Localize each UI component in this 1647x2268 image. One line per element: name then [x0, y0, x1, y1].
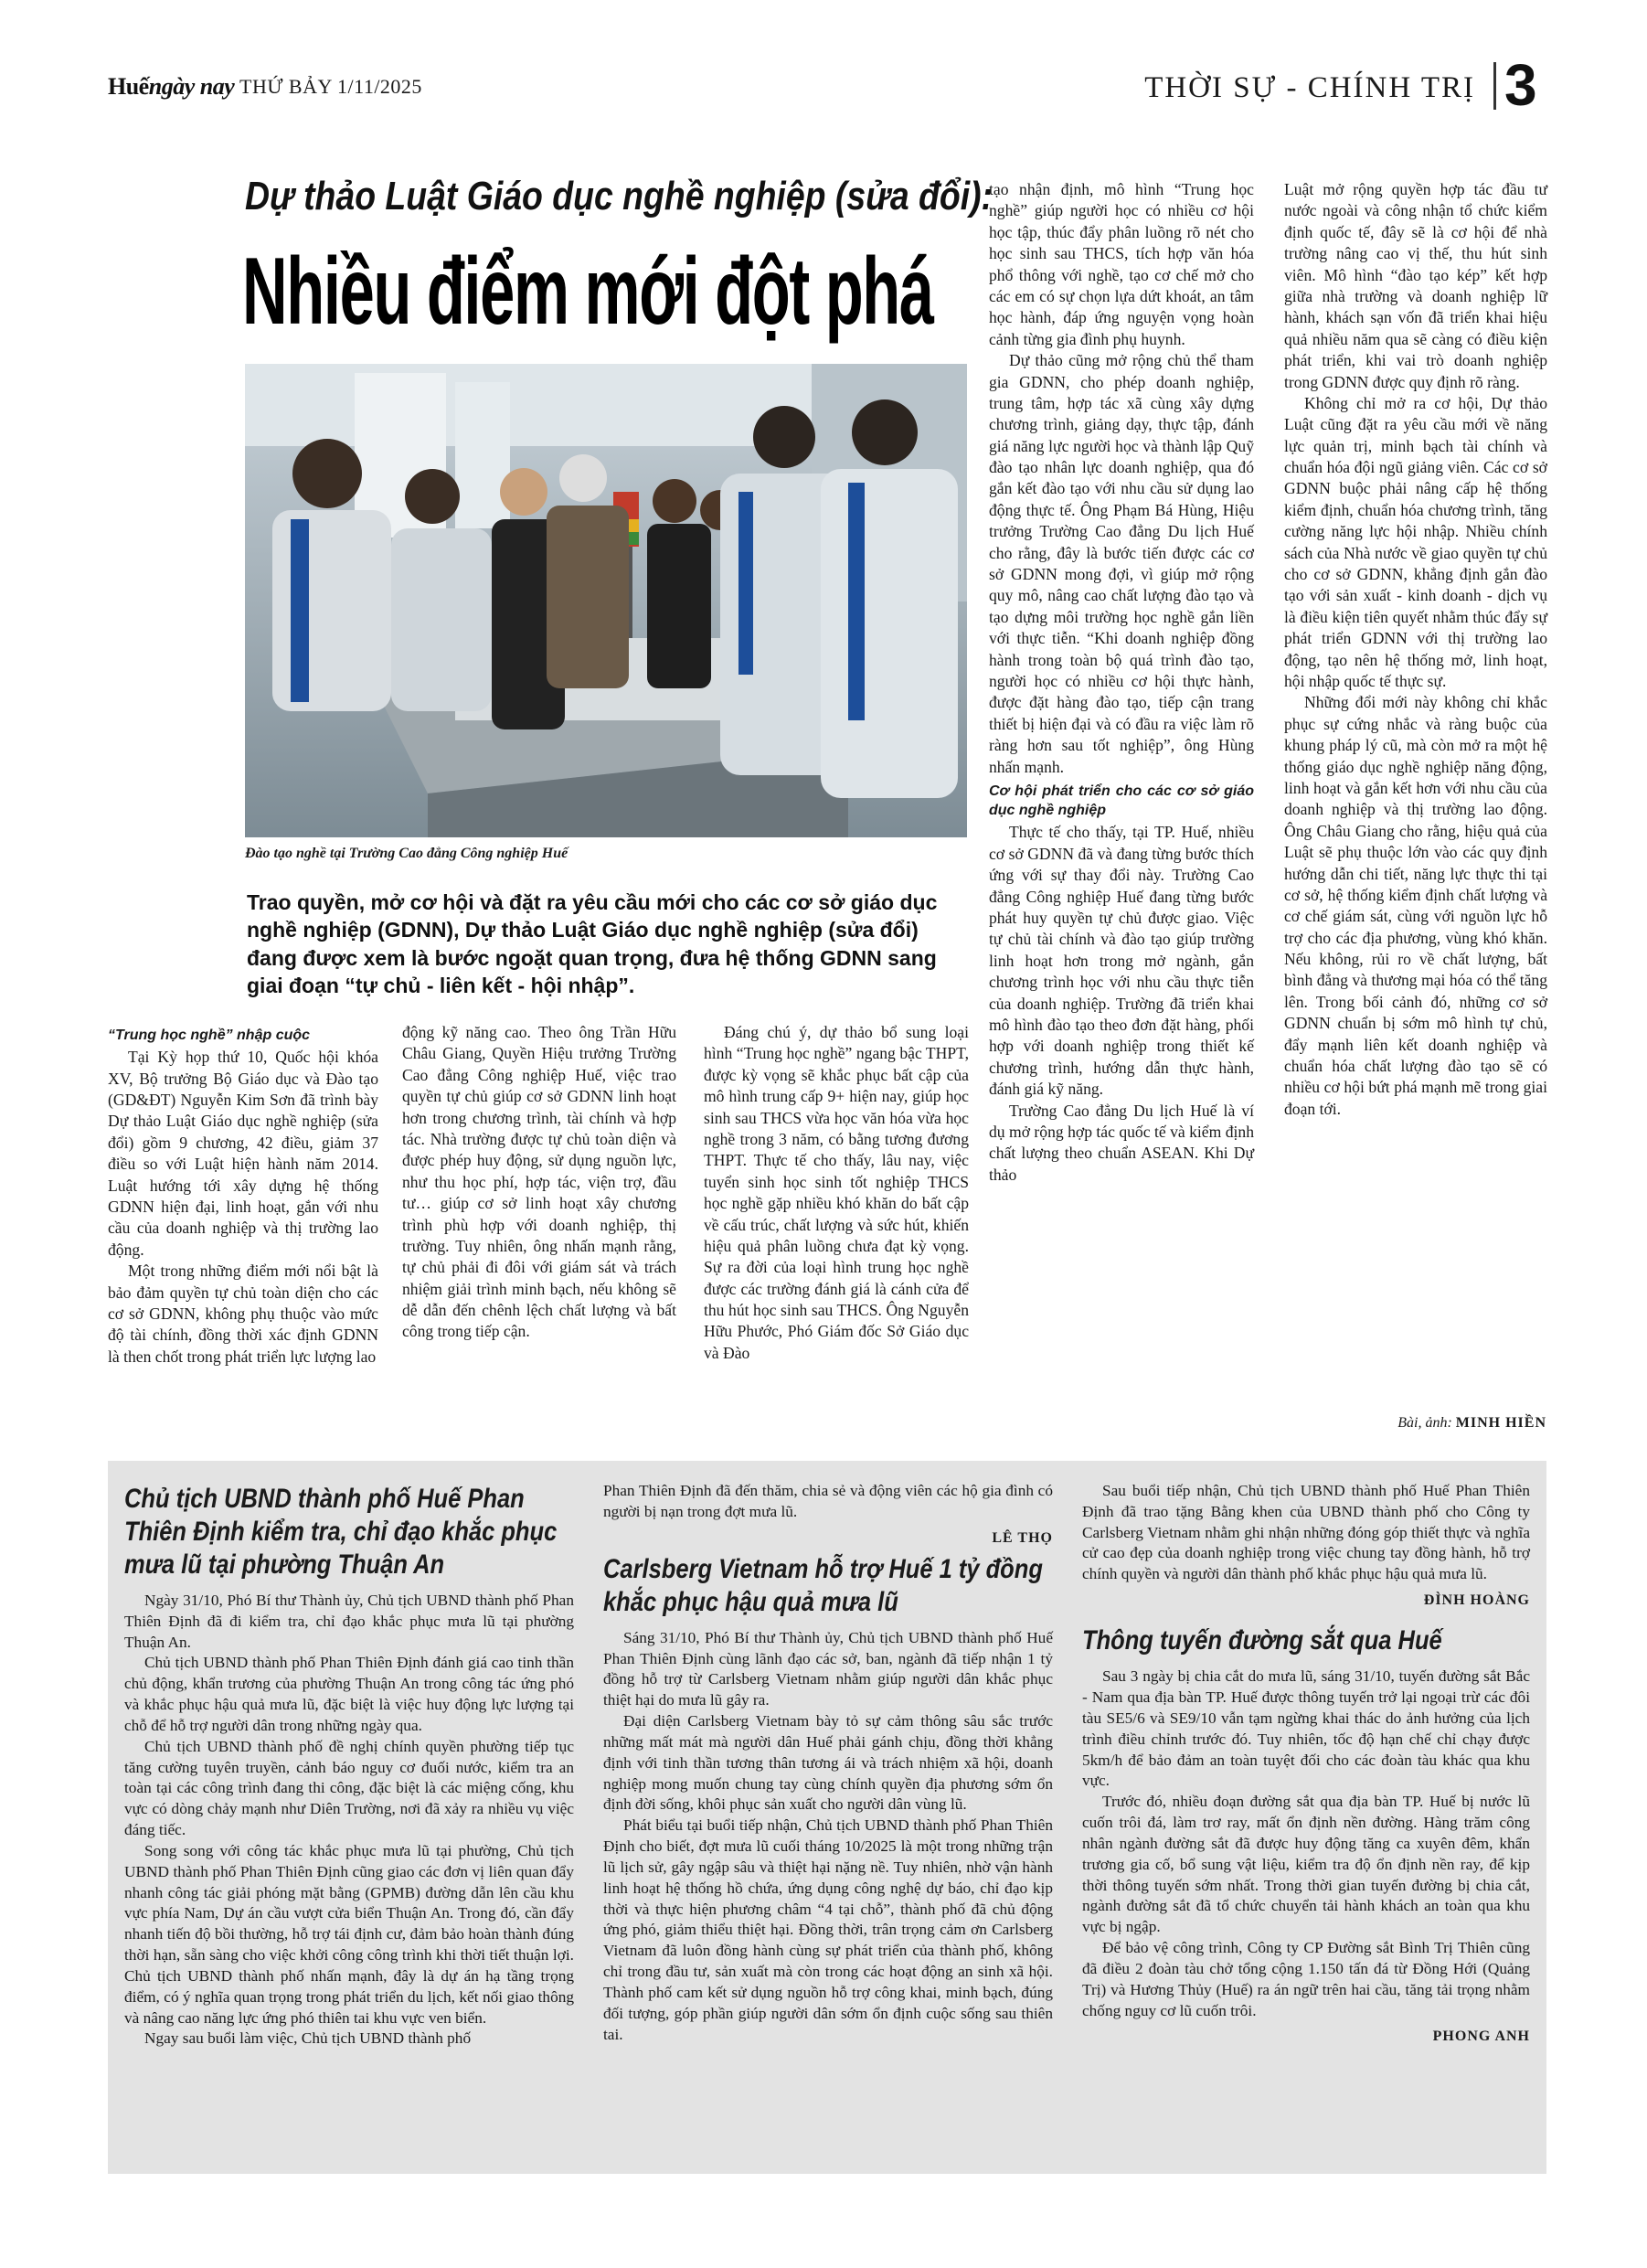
article-byline: Bài, ảnh: MINH HIỀN: [1397, 1415, 1546, 1431]
paragraph: Ngày 31/10, Phó Bí thư Thành ủy, Chủ tịch UBND thành phố Phan Thiên Định đã đi kiểm tra, chỉ đạo khắc phục mưa lũ tại phường Thuận An.: [124, 1592, 574, 1651]
paragraph: Chủ tịch UBND thành phố đề nghị chính quyền phường tiếp tục tăng cường tuyên truyền, cảnh báo nguy cơ đuối nước, kiểm tra an toàn tại các công trình đang thi công, đặc biệt là các miệng cống, khu vực có dòng chảy mạnh như Diên Trường, nơi đã xảy ra nhiều vụ việc đáng tiếc.: [124, 1737, 574, 1839]
paragraph: động kỹ năng cao. Theo ông Trần Hữu Châu Giang, Quyền Hiệu trưởng Trường Cao đẳng Công nghiệp Huế, việc trao quyền tự chủ giúp cơ sở GDNN linh hoạt hơn trong chương trình, tài chính và hợp tác. Nhà trường được tự chủ toàn diện và được phép huy động, sử dụng nguồn lực, như thu học phí, hợp tác, viện trợ, đầu tư… giúp cơ sở linh hoạt xây chương trình phù hợp với doanh nghiệp, thị trường. Tuy nhiên, ông nhấn mạnh rằng, tự chủ phải đi đôi với giám sát và trách nhiệm giải trình minh bạch, nếu không sẽ dễ dẫn đến chênh lệch chất lượng và bất công trong tiếp cận.: [402, 1023, 676, 1341]
page-number: 3: [1504, 52, 1537, 118]
article-photo: [245, 364, 967, 837]
paragraph: Thực tế cho thấy, tại TP. Huế, nhiều cơ sở GDNN đã và đang từng bước thích ứng với sự thay đổi này. Trường Cao đẳng Công nghiệp Huế đang từng bước phát huy quyền tự chủ được giao. Việc tự chủ tài chính và đào tạo giúp trường linh hoạt hơn trong mở ngành, gắn chương trình học với nhu cầu thực tiễn của doanh nghiệp. Trường đã triển khai mô hình đào tạo theo đơn đặt hàng, phối hợp với doanh nghiệp trong thiết kế chương trình, hướng dẫn thực hành, đánh giá kỹ năng.: [989, 823, 1254, 1099]
brief-3: [1082, 1481, 1530, 2051]
paragraph: Sau buổi tiếp nhận, Chủ tịch UBND thành phố Huế Phan Thiên Định đã trao tặng Bằng khen của UBND thành phố cho Công ty Carlsberg Vietnam nhằm ghi nhận những đóng góp thiết thực và nghĩa cử cao đẹp của doanh nghiệp trong việc chung tay đồng hành, hỗ trợ chính quyền và người dân thành phố khắc phục hậu quả mưa lũ.: [1082, 1482, 1530, 1583]
paragraph: Sáng 31/10, Phó Bí thư Thành ủy, Chủ tịch UBND thành phố Huế Phan Thiên Định cùng lãnh đạo các sở, ban, ngành đã tiếp nhận 1 tỷ đồng hỗ trợ từ Carlsberg Vietnam nhằm giúp người dân khắc phục thiệt hại do mưa lũ gây ra.: [603, 1628, 1053, 1709]
paragraph: Dự thảo cũng mở rộng chủ thể tham gia GDNN, cho phép doanh nghiệp, trung tâm, hợp tác xã cùng xây dựng chương trình, giảng dạy, thực tập, đánh giá năng lực người học và thành lập Quỹ đào tạo nhân lực doanh nghiệp, qua đó gắn kết đào tạo với nhu cầu sử dụng lao động thực tế. Ông Phạm Bá Hùng, Hiệu trưởng Trường Cao đẳng Du lịch Huế cho rằng, đây là bước tiến được các cơ sở GDNN mong đợi, vì giúp mở rộng quy mô, nâng cao chất lượng đào tạo và tạo dựng môi trường học nghề gắn liền với thực tiễn. “Khi doanh nghiệp đồng hành trong toàn bộ quá trình đào tạo, người học có nhiều cơ hội thực hành, được đặt hàng đào tạo, tiếp cận trang thiết bị hiện đại và có đầu ra việc làm rõ ràng hơn sau tốt nghiệp”, ông Hùng nhấn mạnh.: [989, 351, 1254, 776]
subheading: “Trung học nghề” nhập cuộc: [108, 1028, 311, 1043]
issue-date: THỨ BẢY 1/11/2025: [239, 75, 422, 98]
article-kicker: Dự thảo Luật Giáo dục nghề nghiệp (sửa đổi):: [245, 174, 994, 218]
photo-caption: Đào tạo nghề tại Trường Cao đẳng Công nghiệp Huế: [245, 846, 568, 861]
article-headline: Nhiều điểm mới đột phá: [242, 239, 933, 345]
brief-author: ĐÌNH HOÀNG: [1423, 1592, 1530, 1609]
paragraph: Sau 3 ngày bị chia cắt do mưa lũ, sáng 31/10, tuyến đường sắt Bắc - Nam qua địa bàn TP. Huế được thông tuyến trở lại ngoại trừ các đôi tàu SE5/6 và SE9/10 vẫn tạm ngừng khai thác do ảnh hưởng của lịch trình điều chỉnh trước đó. Tuy nhiên, tốc độ hạn chế chỉ chạy được 5km/h để bảo đảm an toàn tuyệt đối cho các đoàn tàu khác qua khu vực.: [1082, 1667, 1530, 1790]
brief-1: [124, 1483, 574, 2050]
article-lead: Trao quyền, mở cơ hội và đặt ra yêu cầu mới cho các cơ sở giáo dục nghề nghiệp (GDNN), Dự thảo Luật Giáo dục nghề nghiệp (sửa đổi) đang được xem là bước ngoặt quan trọng, đưa hệ thống GDNN sang giai đoạn “tự chủ - liên kết - hội nhập”.: [247, 890, 938, 998]
paragraph: Để bảo vệ công trình, Công ty CP Đường sắt Bình Trị Thiên cũng đã điều 2 đoàn tàu chở tổng cộng 1.150 tấn đá từ Đồng Hới (Quảng Trị) và Hương Thủy (Huế) ra án ngữ trên hai cầu, tăng tải trọng nhằm chống nguy cơ lũ cuốn trôi.: [1082, 1939, 1530, 2019]
paragraph: Một trong những điểm mới nổi bật là bảo đảm quyền tự chủ toàn diện cho các cơ sở GDNN, không phụ thuộc vào mức độ tài chính, đồng thời xác định GDNN là then chốt trong phát triển lực lượng lao: [108, 1262, 378, 1366]
article-column-5: [1284, 179, 1547, 1120]
paragraph: tạo nhận định, mô hình “Trung học nghề” giúp người học có nhiều cơ hội học tập, thúc đẩy phân luồng rõ nét cho học sinh sau THCS, tích hợp văn hóa phổ thông với nghề, tạo cơ chế mở cho các em có sự chọn lựa dứt khoát, an tâm học hành, đáp ứng nguyện vọng hoàn cảnh từng gia đình phụ huynh.: [989, 180, 1254, 348]
classroom-photo-illustration: [245, 364, 967, 837]
paragraph: Chủ tịch UBND thành phố Phan Thiên Định đánh giá cao tinh thần chủ động, khẩn trương của phường Thuận An trong công tác ứng phó và khắc phục hậu quả mưa lũ, đặc biệt là việc huy động lực lượng tại chỗ để hỗ trợ người dân trong những ngày qua.: [124, 1654, 574, 1734]
paragraph: Ngay sau buổi làm việc, Chủ tịch UBND thành phố: [144, 2029, 472, 2048]
subheading: Cơ hội phát triển cho các cơ sở giáo dục nghề nghiệp: [989, 783, 1254, 819]
paragraph: Phát biểu tại buổi tiếp nhận, Chủ tịch UBND thành phố Phan Thiên Định cho biết, đợt mưa lũ cuối tháng 10/2025 là một trong những trận lũ lịch sử, gây ngập sâu và thiệt hại nặng nề. Tuy nhiên, nhờ vận hành linh hoạt hệ thống hồ chứa, ứng dụng công nghệ dự báo, chỉ đạo kịp thời và thực hiện phương châm “4 tại chỗ”, thành phố đã chủ động ứng phó, giảm thiểu thiệt hại. Đồng thời, trân trọng cảm ơn Carlsberg Vietnam đã luôn đồng hành cùng sự phát triển của thành phố, không chỉ trong đầu tư, sản xuất mà còn trong các hoạt động an sinh xã hội. Thành phố cam kết sử dụng nguồn hỗ trợ công khai, minh bạch, đúng đối tượng, góp phần giúp người dân sớm ổn định cuộc sống sau thiên tai.: [603, 1816, 1053, 2043]
brief-2: [603, 1481, 1053, 2045]
article-column-2: [402, 1022, 676, 1343]
brief-author: PHONG ANH: [1432, 2028, 1530, 2045]
brief-title: Thông tuyến đường sắt qua Huế: [1082, 1625, 1442, 1656]
paragraph: Những đổi mới này không chỉ khắc phục sự cứng nhắc và ràng buộc của khung pháp lý cũ, mà còn mở ra một hệ thống giáo dục nghề nghiệp năng động, linh hoạt và gắn kết hơn với nhu cầu của doanh nghiệp và thị trường lao động. Ông Châu Giang cho rằng, hiệu quả của Luật sẽ phụ thuộc lớn vào các quy định hướng dẫn chi tiết, năng lực thực thi tại cơ sở, hệ thống kiểm định chất lượng và cơ chế giám sát, cùng với nguồn lực hỗ trợ cho các địa phương, vùng khó khăn. Nếu không, rủi ro về chất lượng, bất bình đẳng và thương mại hóa có thể tăng lên. Trong bối cảnh đó, những cơ sở GDNN chuẩn bị sớm mô hình tự chủ, đẩy mạnh liên kết doanh nghiệp và chuẩn hóa chất lượng đào tạo sẽ có nhiều cơ hội bứt phá mạnh mẽ trong giai đoạn tới.: [1284, 693, 1547, 1118]
paragraph: Trường Cao đẳng Du lịch Huế là ví dụ mở rộng hợp tác quốc tế và kiểm định chất lượng theo chuẩn ASEAN. Khi Dự thảo: [989, 1101, 1254, 1184]
newspaper-logo: Huếngày nay: [108, 73, 235, 100]
section-title: THỜI SỰ - CHÍNH TRỊ: [1144, 71, 1475, 104]
paragraph: Tại Kỳ họp thứ 10, Quốc hội khóa XV, Bộ trưởng Bộ Giáo dục và Đào tạo (GD&ĐT) Nguyễn Kim Sơn đã trình bày Dự thảo Luật Giáo dục nghề nghiệp (sửa đổi) gồm 9 chương, 42 điều, giảm 37 điều so với Luật hiện hành năm 2014. Luật hướng tới xây dựng hệ thống GDNN hiện đại, linh hoạt, gắn với nhu cầu của doanh nghiệp và thị trường lao động.: [108, 1048, 378, 1259]
paragraph: Song song với công tác khắc phục mưa lũ tại phường, Chủ tịch UBND thành phố Phan Thiên Định cũng giao các đơn vị liên quan đẩy nhanh công tác giải phóng mặt bằng (GPMB) đường dẫn lên cầu khu vực phía Nam, Dự án cầu vượt cửa biển Thuận An. Trong đó, cần đẩy nhanh tiến độ bồi thường, hỗ trợ tái định cư, đảm bảo hoàn thành đúng thời hạn, sẵn sàng cho việc khởi công công trình khi thời tiết thuận lợi. Chủ tịch UBND thành phố nhấn mạnh, đây là dự án hạ tầng trọng điểm, có ý nghĩa quan trọng trong phát triển du lịch, kết nối giao thông và nâng cao năng lực ứng phó thiên tai khu vực ven biển.: [124, 1841, 574, 2027]
paragraph: Đáng chú ý, dự thảo bổ sung loại hình “Trung học nghề” ngang bậc THPT, được kỳ vọng sẽ khắc phục bất cập của mô hình trung cấp 9+ hiện nay, giúp học sinh sau THCS vừa học văn hóa vừa học nghề trong 3 năm, có bằng tương đương THPT. Thực tế cho thấy, lâu nay, việc tuyển sinh học sinh tốt nghiệp THCS học nghề gặp nhiều khó khăn do bất cập về cấu trúc, chất lượng và sức hút, khiến hiệu quả phân luồng chưa đạt kỳ vọng. Sự ra đời của loại hình trung học nghề được các trường đánh giá là cánh cửa để thu hút học sinh sau THCS. Ông Nguyễn Hữu Phước, Phó Giám đốc Sở Giáo dục và Đào: [704, 1023, 969, 1362]
article-column-3: [704, 1022, 969, 1364]
brief-author: LÊ THỌ: [992, 1529, 1053, 1546]
paragraph: Luật mở rộng quyền hợp tác đầu tư nước ngoài và công nhận tổ chức kiểm định quốc tế, đây sẽ là cơ hội để nhà trường nâng cao vị thế, thu hút sinh viên. Mô hình “đào tạo kép” kết hợp giữa nhà trường và doanh nghiệp lữ hành, khách sạn vốn đã triển khai hiệu quả nhiều năm qua sẽ càng có điều kiện phát triển, khi vai trò doanh nghiệp trong GDNN được quy định rõ ràng.: [1284, 180, 1547, 391]
paragraph: Đại diện Carlsberg Vietnam bày tỏ sự cảm thông sâu sắc trước những mất mát mà người dân Huế phải gánh chịu, đồng thời khẳng định với tinh thần tương thân tương ái và trách nhiệm xã hội, doanh nghiệp mong muốn chung tay cùng chính quyền địa phương sớm ổn định đời sống, khôi phục sản xuất cho người dân vùng lũ.: [603, 1712, 1053, 1814]
brief-title: Chủ tịch UBND thành phố Huế Phan Thiên Định kiểm tra, chỉ đạo khắc phục mưa lũ tại phường Thuận An: [124, 1484, 558, 1580]
brief-title: Carlsberg Vietnam hỗ trợ Huế 1 tỷ đồng khắc phục hậu quả mưa lũ: [603, 1553, 1043, 1617]
article-column-1: [108, 1022, 378, 1368]
paragraph: Trước đó, nhiều đoạn đường sắt qua địa bàn TP. Huế bị nước lũ cuốn trôi đá, làm trơ ray, mất ổn định nền đường. Hàng trăm công nhân ngành đường sắt đã được huy động tăng ca xuyên đêm, khẩn trương gia cố, bổ sung vật liệu, kiểm tra độ ổn định nền ray, để kịp thời thông tuyến sớm nhất. Trong thời gian tuyến đường bị chia cắt, ngành đường sắt đã tổ chức chuyển tải hành khách an toàn qua khu vực bị ngập.: [1082, 1793, 1530, 1936]
article-column-4: [989, 179, 1254, 1186]
paragraph: Phan Thiên Định đã đến thăm, chia sẻ và động viên các hộ gia đình có người bị nạn trong đợt mưa lũ.: [603, 1482, 1053, 1520]
header-divider: [1493, 62, 1496, 110]
paragraph: Không chỉ mở ra cơ hội, Dự thảo Luật cũng đặt ra yêu cầu mới về năng lực quản trị, minh bạch tài chính và chuẩn hóa đội ngũ giảng viên. Các cơ sở GDNN buộc phải nâng cấp hệ thống kiểm định, chuẩn hóa chương trình, tăng cường năng lực hội nhập. Nhiều chính sách của Nhà nước về giao quyền tự chủ cho cơ sở GDNN, khẳng định gắn đào tạo với sản xuất - kinh doanh - dịch vụ là điều kiện tiên quyết nhằm thúc đẩy sự phát triển GDNN với thị trường lao động, tạo nên hệ thống mở, linh hoạt, hội nhập quốc tế thực sự.: [1284, 393, 1547, 690]
